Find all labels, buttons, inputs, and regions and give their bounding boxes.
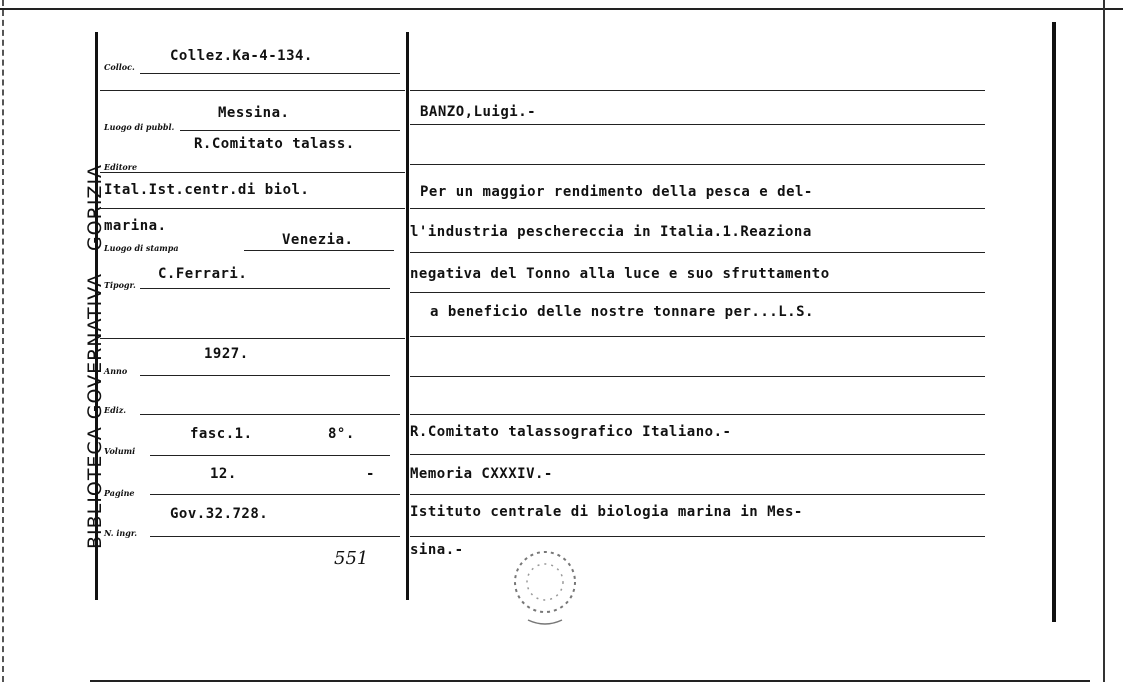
right-rule-6 [410, 336, 985, 337]
faded-stamp [500, 540, 590, 630]
right-rule-10 [410, 494, 985, 495]
volumi-label: Volumi [104, 446, 136, 456]
luogo-rule [180, 130, 400, 131]
tipogr-label: Tipogr. [104, 280, 136, 290]
series-line-4: sina.- [410, 542, 464, 558]
top-border [0, 8, 1123, 10]
editore-value-2: marina. [104, 218, 167, 234]
ningr-label: N. ingr. [104, 528, 138, 538]
tavv-value: - [366, 466, 375, 482]
title-line-2: l'industria peschereccia in Italia.1.Reaziona [410, 224, 812, 240]
right-rule-8 [410, 414, 985, 415]
luogo-pubbl-value: Messina. [218, 105, 290, 121]
pagine-value: 12. [210, 466, 237, 482]
colloc-rule [140, 73, 400, 74]
luogo-pubbl-label: Luogo di pubbl. [104, 122, 175, 132]
editore-label: Editore [104, 162, 138, 172]
center-column-line [406, 32, 409, 600]
tipogr-value: C.Ferrari. [158, 266, 248, 282]
anno-value: 1927. [204, 346, 249, 362]
dark-edge-mark [1052, 22, 1056, 622]
luogo-value-2: R.Comitato talass. [194, 136, 355, 152]
ningr-rule [150, 536, 400, 537]
right-rule-3 [410, 208, 985, 209]
row-rule-1 [100, 90, 405, 91]
row-rule-2 [100, 208, 405, 209]
colloc-value: Collez.Ka-4-134. [170, 48, 313, 64]
right-rule-0 [410, 90, 985, 91]
stampa-rule [244, 250, 394, 251]
library-side-label: BIBLIOTECA GOVERNATIVA - GORIZIA [84, 163, 106, 549]
right-rule-11 [410, 536, 985, 537]
author-value: BANZO,Luigi.- [420, 104, 537, 120]
colloc-label: Colloc. [104, 62, 135, 72]
series-line-3: Istituto centrale di biologia marina in Mes- [410, 504, 803, 520]
left-column-line [95, 32, 98, 600]
right-rule-5 [410, 292, 985, 293]
editore-rule [100, 172, 405, 173]
left-edge [2, 0, 4, 682]
volumi-value: fasc.1. [190, 426, 253, 442]
pagine-label: Pagine [104, 488, 135, 498]
title-line-1: Per un maggior rendimento della pesca e del- [420, 184, 813, 200]
right-rule-1 [410, 124, 985, 125]
tipogr-rule [140, 288, 390, 289]
title-line-4: a beneficio delle nostre tonnare per...L.S. [430, 304, 814, 320]
right-rule-7 [410, 376, 985, 377]
right-rule-2 [410, 164, 985, 165]
right-border [1103, 0, 1105, 682]
title-line-3: negativa del Tonno alla luce e suo sfruttamento [410, 266, 830, 282]
handwritten-number: 551 [334, 548, 369, 569]
series-line-1: R.Comitato talassografico Italiano.- [410, 424, 732, 440]
ediz-label: Ediz. [104, 405, 127, 415]
row-rule-3 [100, 338, 405, 339]
ningr-value: Gov.32.728. [170, 506, 269, 522]
luogo-stampa-label: Luogo di stampa [104, 243, 179, 253]
anno-label: Anno [104, 366, 128, 376]
ediz-rule [140, 414, 400, 415]
volumi-rule [150, 455, 390, 456]
right-rule-9 [410, 454, 985, 455]
series-line-2: Memoria CXXXIV.- [410, 466, 553, 482]
editore-value: Ital.Ist.centr.di biol. [104, 182, 310, 198]
luogo-stampa-value: Venezia. [282, 232, 354, 248]
right-rule-4 [410, 252, 985, 253]
anno-rule [140, 375, 390, 376]
volumi-format: 8°. [328, 426, 355, 442]
pagine-rule [150, 494, 400, 495]
